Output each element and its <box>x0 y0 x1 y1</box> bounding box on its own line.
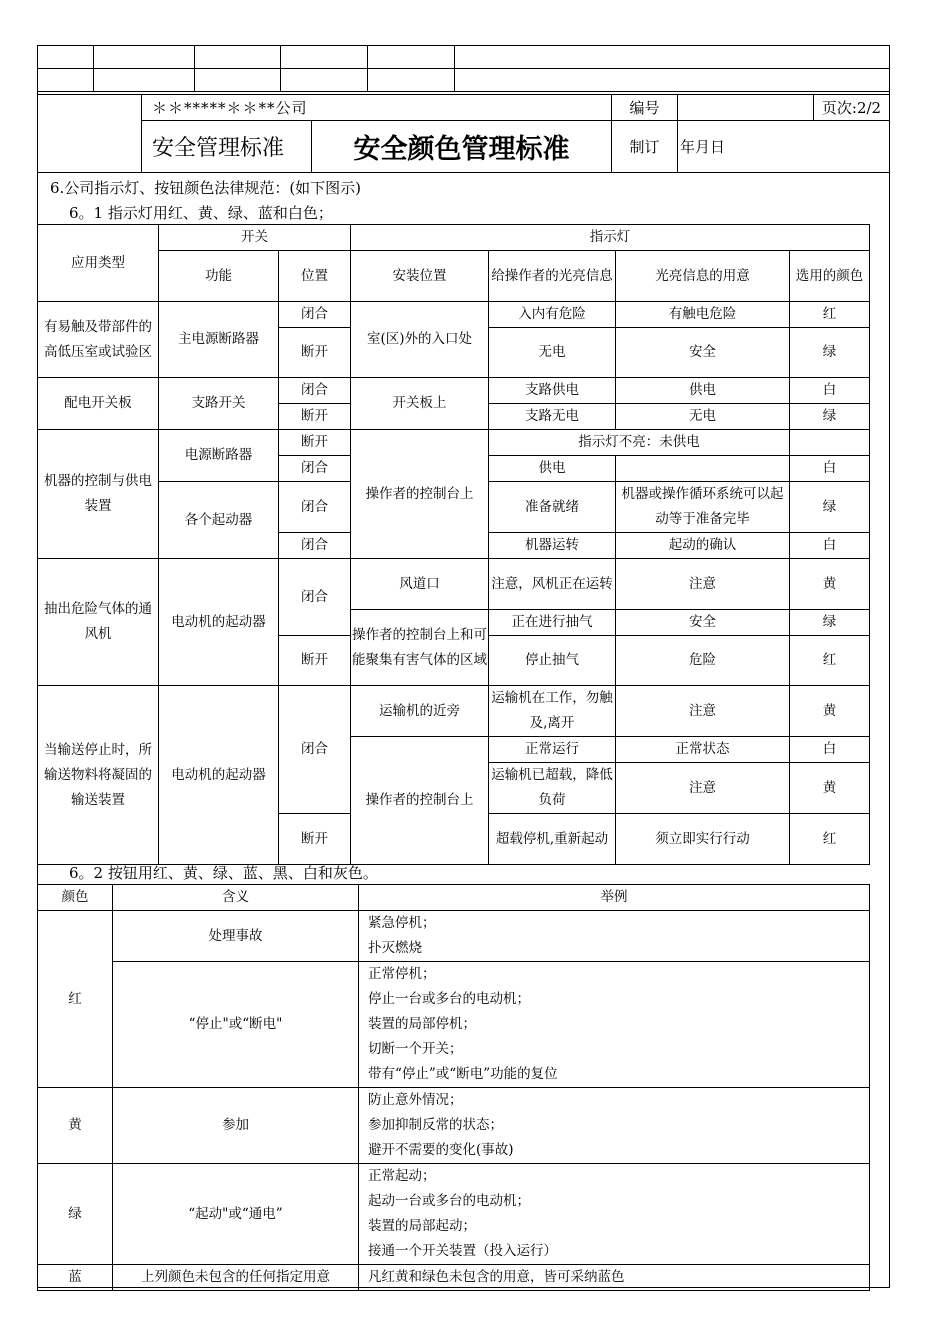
color-cell: 黄 <box>790 686 870 737</box>
app-type-cell: 配电开关板 <box>38 378 159 430</box>
use-cell: 机器或操作循环系统可以起动等于准备完毕 <box>616 482 790 533</box>
example-cell <box>359 1164 870 1265</box>
info-cell: 无电 <box>489 328 616 378</box>
color-green: 绿 <box>38 1164 113 1265</box>
color-cell: 白 <box>790 533 870 559</box>
document-title: 安全颜色管理标准 <box>312 121 612 173</box>
section-6-heading: 6.公司指示灯、按钮颜色法律规范：(如下图示) <box>50 179 362 197</box>
color-cell: 黄 <box>790 763 870 814</box>
function-cell: 支路开关 <box>159 378 279 430</box>
color-cell: 绿 <box>790 482 870 533</box>
use-cell: 须立即实行行动 <box>616 814 790 865</box>
header-color: 颜色 <box>38 885 113 911</box>
example-cell: 凡红黄和绿色未包含的用意，皆可采纳蓝色 <box>359 1265 870 1291</box>
example-line: 切断一个开关； <box>368 1041 463 1057</box>
use-cell: 供电 <box>616 378 790 404</box>
info-cell: 准备就绪 <box>489 482 616 533</box>
meaning-cell: 参加 <box>113 1088 359 1164</box>
info-cell: 机器运转 <box>489 533 616 559</box>
use-cell: 注意 <box>616 559 790 610</box>
example-line: 正常停机； <box>368 966 436 982</box>
color-cell: 绿 <box>790 404 870 430</box>
color-blue: 蓝 <box>38 1265 113 1291</box>
section-6-2-heading: 6。2 按钮用红、黄、绿、蓝、黑、白和灰色。 <box>69 864 378 882</box>
example-line: 起动一台或多台的电动机； <box>368 1193 530 1209</box>
position-cell: 闭合 <box>279 302 351 328</box>
use-cell <box>616 456 790 482</box>
app-type-cell: 机器的控制与供电装置 <box>38 430 159 559</box>
install-cell: 操作者的控制台上和可能聚集有害气体的区域 <box>351 610 489 686</box>
meaning-cell: “起动"或“通电” <box>113 1164 359 1265</box>
info-cell: 运输机在工作，勿触及,离开 <box>489 686 616 737</box>
position-cell: 闭合 <box>279 533 351 559</box>
use-cell: 有触电危险 <box>616 302 790 328</box>
header-meaning: 含义 <box>113 885 359 911</box>
color-cell: 红 <box>790 636 870 686</box>
header-install: 安装位置 <box>351 251 489 302</box>
use-cell: 危险 <box>616 636 790 686</box>
indicator-light-table <box>37 224 870 865</box>
example-line: 避开不需要的变化(事故) <box>368 1142 514 1158</box>
example-line: 接通一个开关装置（投入运行） <box>368 1243 557 1259</box>
example-cell <box>359 911 870 962</box>
install-cell: 操作者的控制台上 <box>351 430 489 559</box>
install-cell: 风道口 <box>351 559 489 610</box>
header-app-type: 应用类型 <box>38 225 159 302</box>
app-type-cell: 当输送停止时，所输送物料将凝固的输送装置 <box>38 686 159 865</box>
position-cell: 闭合 <box>279 686 351 814</box>
standard-type: 安全管理标准 <box>142 121 312 173</box>
color-cell: 白 <box>790 737 870 763</box>
info-cell: 支路供电 <box>489 378 616 404</box>
position-cell: 断开 <box>279 814 351 865</box>
info-cell: 支路无电 <box>489 404 616 430</box>
function-cell: 主电源断路器 <box>159 302 279 378</box>
use-cell: 起动的确认 <box>616 533 790 559</box>
position-cell: 闭合 <box>279 378 351 404</box>
color-cell: 绿 <box>790 328 870 378</box>
company-name: ＊＊*****＊＊**公司 <box>142 95 612 121</box>
example-line: 装置的局部起动； <box>368 1218 476 1234</box>
app-type-cell: 抽出危险气体的通风机 <box>38 559 159 686</box>
example-line: 停止一台或多台的电动机； <box>368 991 530 1007</box>
position-cell: 闭合 <box>279 456 351 482</box>
code-label: 编号 <box>612 95 678 121</box>
example-line: 防止意外情况； <box>368 1092 463 1108</box>
function-cell: 电动机的起动器 <box>159 559 279 686</box>
color-cell: 白 <box>790 378 870 404</box>
position-cell: 断开 <box>279 404 351 430</box>
example-line: 紧急停机； <box>368 915 436 931</box>
meaning-cell: 上列颜色未包含的任何指定用意 <box>113 1265 359 1291</box>
use-cell: 注意 <box>616 686 790 737</box>
function-cell: 电源断路器 <box>159 430 279 482</box>
install-cell: 开关板上 <box>351 378 489 430</box>
use-cell: 安全 <box>616 328 790 378</box>
color-red: 红 <box>38 911 113 1088</box>
top-blank-grid <box>37 45 890 92</box>
example-line: 扑灭燃烧 <box>368 940 422 956</box>
header-position: 位置 <box>279 251 351 302</box>
merged-info-cell: 指示灯不亮：未供电 <box>489 430 790 456</box>
info-cell: 供电 <box>489 456 616 482</box>
example-line: 带有“停止”或“断电”功能的复位 <box>368 1066 558 1082</box>
color-cell: 红 <box>790 814 870 865</box>
example-line: 正常起动； <box>368 1168 436 1184</box>
info-cell: 正常运行 <box>489 737 616 763</box>
header-function: 功能 <box>159 251 279 302</box>
info-cell: 超载停机,重新起动 <box>489 814 616 865</box>
use-cell: 正常状态 <box>616 737 790 763</box>
revise-label: 制订 <box>612 121 678 173</box>
header-info: 给操作者的光亮信息 <box>489 251 616 302</box>
header-use: 光亮信息的用意 <box>616 251 790 302</box>
header-indicator: 指示灯 <box>351 225 870 251</box>
color-cell <box>790 430 870 456</box>
position-cell: 闭合 <box>279 482 351 533</box>
position-cell: 断开 <box>279 430 351 456</box>
header-color: 选用的颜色 <box>790 251 870 302</box>
button-color-table <box>37 884 870 1291</box>
section-6-1-heading: 6。1 指示灯用红、黄、绿、蓝和白色； <box>69 204 333 222</box>
install-cell: 运输机的近旁 <box>351 686 489 737</box>
example-line: 参加抑制反常的状态； <box>368 1117 503 1133</box>
info-cell: 正在进行抽气 <box>489 610 616 636</box>
color-cell: 白 <box>790 456 870 482</box>
page-number: 页次:2/2 <box>814 95 890 121</box>
color-cell: 红 <box>790 302 870 328</box>
install-cell: 室(区)外的入口处 <box>351 302 489 378</box>
meaning-cell: 处理事故 <box>113 911 359 962</box>
header-blank <box>38 95 142 173</box>
code-value <box>678 95 814 121</box>
document-header <box>37 94 890 173</box>
color-cell: 绿 <box>790 610 870 636</box>
install-cell: 操作者的控制台上 <box>351 737 489 865</box>
info-cell: 入内有危险 <box>489 302 616 328</box>
example-cell <box>359 962 870 1088</box>
info-cell: 停止抽气 <box>489 636 616 686</box>
app-type-cell: 有易触及带部件的高低压室或试验区 <box>38 302 159 378</box>
position-cell: 断开 <box>279 636 351 686</box>
color-cell: 黄 <box>790 559 870 610</box>
header-example: 举例 <box>359 885 870 911</box>
example-cell <box>359 1088 870 1164</box>
header-switch: 开关 <box>159 225 351 251</box>
revise-date: 年月日 <box>678 121 890 173</box>
use-cell: 注意 <box>616 763 790 814</box>
color-yellow: 黄 <box>38 1088 113 1164</box>
use-cell: 无电 <box>616 404 790 430</box>
position-cell: 闭合 <box>279 559 351 636</box>
info-cell: 运输机已超载，降低负荷 <box>489 763 616 814</box>
meaning-cell: “停止"或“断电" <box>113 962 359 1088</box>
use-cell: 安全 <box>616 610 790 636</box>
example-line: 装置的局部停机； <box>368 1016 476 1032</box>
function-cell: 电动机的起动器 <box>159 686 279 865</box>
position-cell: 断开 <box>279 328 351 378</box>
info-cell: 注意，风机正在运转 <box>489 559 616 610</box>
function-cell: 各个起动器 <box>159 482 279 559</box>
